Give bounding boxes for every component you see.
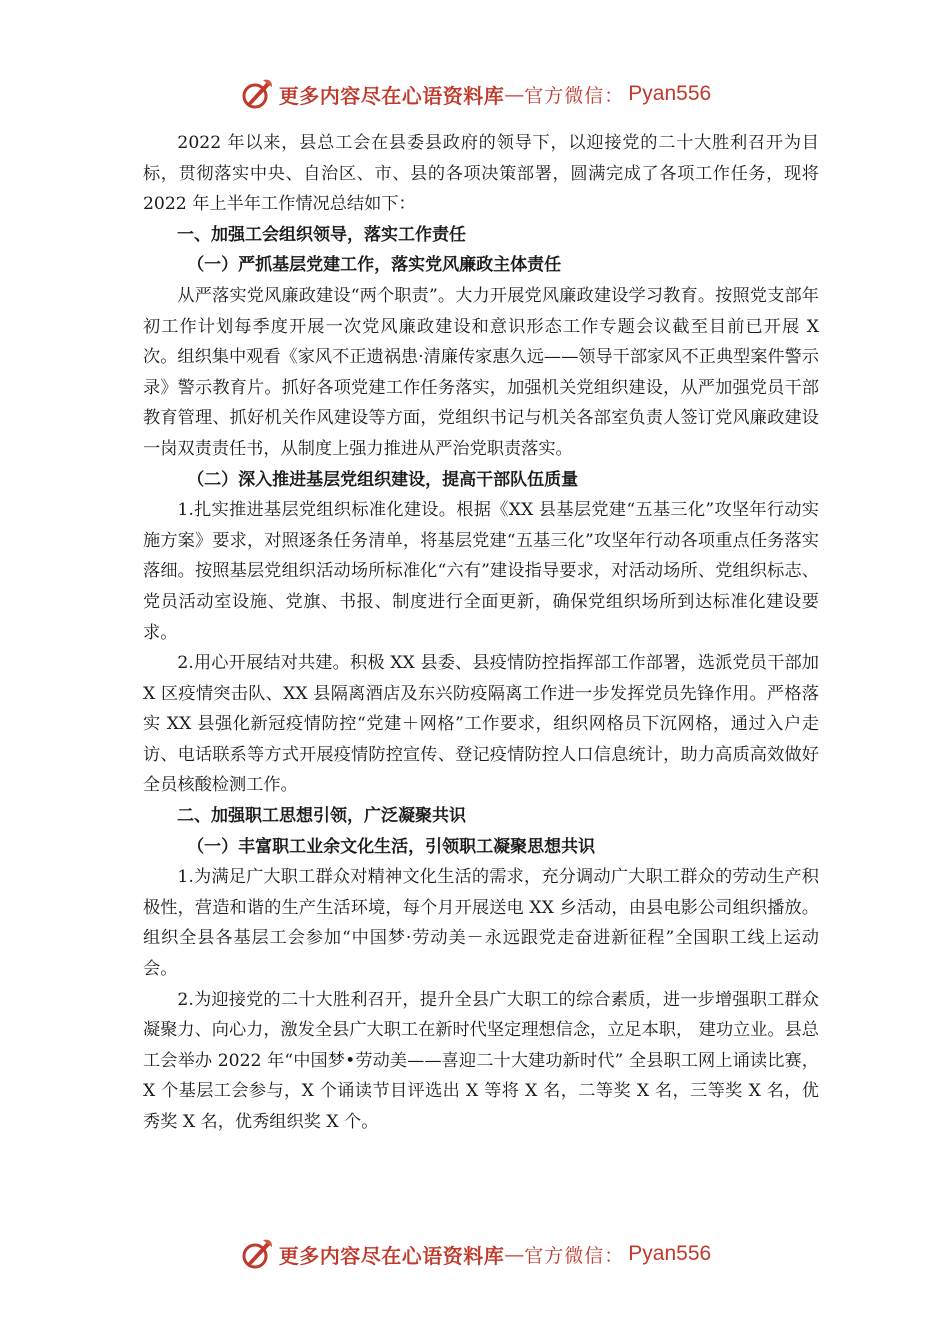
section-2-heading: 二、加强职工思想引领，广泛凝聚共识 [177, 806, 466, 827]
banner-main-text: 更多内容尽在心语资料库 [278, 1243, 505, 1268]
footer-banner [0, 1234, 950, 1274]
intro-paragraph: 2022 年以来，县总工会在县委县政府的领导下，以迎接党的二十大胜利召开为目标，贯彻落实中央、自治区、市、县的各项决策部署，圆满完成了各项工作任务，现将 2022 年上半年工作情况总结如下： [143, 133, 819, 215]
banner-main-text: 更多内容尽在心语资料库 [278, 83, 505, 108]
quill-logo-icon [239, 76, 275, 112]
banner-wechat-label: 官方微信： [524, 1244, 625, 1267]
section-1-1-paragraph: 从严落实党风廉政建设“两个职责”。大力开展党风廉政建设学习教育。按照党支部年初工作计划每季度开展一次党风廉政建设和意识形态工作专题会议截至目前已开展 X 次。组织集中观看《家风不正遗祸患·清廉传家惠久远——领导干部家风不正典型案件警示录》警示教育片。抓好各项党建工作任务落实，加强机关党组织建设，从严加强党员干部教育管理、抓好机关作风建设等方面，党组织书记与机关各部室负责人签订党风廉政建设一岗双责责任书，从制度上强力推进从严治党职责落实。 [143, 285, 819, 459]
section-1-2-paragraph-2: 2.用心开展结对共建。积极 XX 县委、县疫情防控指挥部工作部署，选派党员干部加 X 区疫情突击队、XX 县隔离酒店及东兴防疫隔离工作进一步发挥党员先锋作用。严格落实 XX 县强化新冠疫情防控“党建＋网格”工作要求，组织网格员下沉网格，通过入户走访、电话联系等方式开展疫情防控宣传、登记疫情防控人口信息统计，助力高质高效做好全员核酸检测工作。 [143, 653, 819, 796]
document-body [143, 128, 819, 1138]
header-banner [0, 74, 950, 114]
banner-wechat-id: Pyan556 [628, 1242, 712, 1265]
quill-logo-icon [239, 1236, 275, 1272]
banner-separator: — [504, 1242, 525, 1266]
banner-wechat-id: Pyan556 [628, 82, 712, 105]
section-1-2-paragraph-1: 1.扎实推进基层党组织标准化建设。根据《XX 县基层党建“五基三化”攻坚年行动实施方案》要求，对照逐条任务清单，将基层党建“五基三化”攻坚年行动各项重点任务落实落细。按照基层党组织活动场所标准化“六有”建设指导要求，对活动场所、党组织标志、党员活动室设施、党旗、书报、制度进行全面更新，确保党组织场所到达标准化建设要求。 [143, 500, 819, 643]
section-1-2-heading: （二）深入推进基层党组织建设，提高干部队伍质量 [187, 469, 579, 490]
section-2-1-paragraph-2: 2.为迎接党的二十大胜利召开，提升全县广大职工的综合素质，进一步增强职工群众凝聚力、向心力，激发全县广大职工在新时代坚定理想信念，立足本职， 建功立业。县总工会举办 2022 年“中国梦•劳动美——喜迎二十大建功新时代” 全县职工网上诵读比赛，X 个基层工会参与，X 个诵读节目评选出 X 等将 X 名，二等奖 X 名，三等奖 X 名，优秀奖 X 名，优秀组织奖 X 个。 [143, 989, 819, 1132]
banner-separator: — [504, 82, 525, 106]
section-1-1-heading: （一）严抓基层党建工作，落实党风廉政主体责任 [187, 255, 562, 276]
section-2-1-paragraph-1: 1.为满足广大职工群众对精神文化生活的需求，充分调动广大职工群众的劳动生产积极性，营造和谐的生产生活环境，每个月开展送电 XX 乡活动，由县电影公司组织播放。组织全县各基层工会参加“中国梦·劳动美－永远跟党走奋进新征程”全国职工线上运动会。 [143, 867, 819, 980]
banner-wechat-label: 官方微信： [524, 84, 625, 107]
section-2-1-heading: （一）丰富职工业余文化生活，引领职工凝聚思想共识 [187, 836, 596, 857]
section-1-heading: 一、加强工会组织领导，落实工作责任 [177, 224, 466, 245]
